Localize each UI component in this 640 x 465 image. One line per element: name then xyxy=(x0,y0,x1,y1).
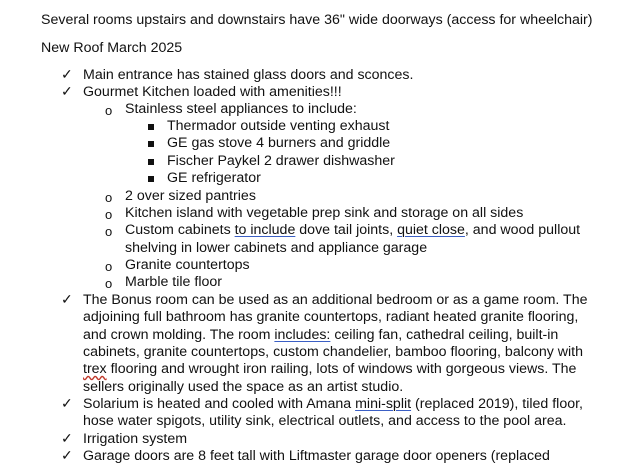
sub-sublist-item: GE refrigerator xyxy=(167,170,261,186)
spelling-flagged-text: trex xyxy=(83,361,107,377)
circle-bullet-icon: o xyxy=(105,276,113,291)
sub-sublist-item: GE gas stove 4 burners and griddle xyxy=(167,135,391,151)
intro-roof: New Roof March 2025 xyxy=(41,40,183,56)
list-item-bonus-line3 xyxy=(83,327,558,344)
intro-doorways: Several rooms upstairs and downstairs have 36" wide doorways (access for wheelchair) xyxy=(41,12,593,28)
circle-bullet-icon: o xyxy=(105,224,113,239)
circle-bullet-icon: o xyxy=(105,103,113,118)
text-run: flooring and wrought iron railing, lots of windows with gorgeous views. The xyxy=(106,361,577,377)
list-item-bonus: The Bonus room can be used as an additional bedroom or as a game room. The xyxy=(83,292,588,308)
circle-bullet-icon: o xyxy=(105,259,113,274)
square-bullet-icon xyxy=(148,141,154,147)
sublist-item-pantries: 2 over sized pantries xyxy=(125,188,256,204)
text-run: and crown molding. The room xyxy=(83,327,275,343)
checkmark-icon: ✓ xyxy=(61,291,73,307)
text-run: , and wood pullout xyxy=(464,222,581,238)
sub-sublist-item: Fischer Paykel 2 drawer dishwasher xyxy=(167,153,395,169)
checkmark-icon: ✓ xyxy=(61,395,73,411)
grammar-flagged-text: to include xyxy=(234,222,296,238)
list-item-bonus-line4: cabinets, granite countertops, custom chandelier, bamboo flooring, balcony with xyxy=(83,344,584,360)
sublist-item-island: Kitchen island with vegetable prep sink and storage on all sides xyxy=(125,205,524,221)
sub-sublist-item: Thermador outside venting exhaust xyxy=(167,118,390,134)
list-item-irrigation: Irrigation system xyxy=(83,431,188,447)
checkmark-icon: ✓ xyxy=(61,66,73,82)
list-item-solarium xyxy=(83,396,583,413)
square-bullet-icon xyxy=(148,159,154,165)
text-run: dove tail joints, xyxy=(295,222,398,238)
checkmark-icon: ✓ xyxy=(61,83,73,99)
text-run: ceiling fan, cathedral ceiling, built-in xyxy=(330,327,559,343)
grammar-flagged-text: mini-split xyxy=(355,396,412,412)
checkmark-icon: ✓ xyxy=(61,447,73,463)
circle-bullet-icon: o xyxy=(105,190,113,205)
list-item-entrance: Main entrance has stained glass doors and sconces. xyxy=(83,67,414,83)
list-item-kitchen: Gourmet Kitchen loaded with amenities!!! xyxy=(83,84,342,100)
sublist-item-cabinets xyxy=(125,222,580,239)
checkmark-icon: ✓ xyxy=(61,430,73,446)
grammar-flagged-text: quiet close xyxy=(397,222,465,238)
square-bullet-icon xyxy=(148,176,154,182)
sublist-item-floor: Marble tile floor xyxy=(125,274,222,290)
text-run: (replaced 2019), tiled floor, xyxy=(411,396,583,412)
sublist-item-appliances: Stainless steel appliances to include: xyxy=(125,101,357,117)
grammar-flagged-text: includes: xyxy=(274,327,331,343)
square-bullet-icon xyxy=(148,124,154,130)
list-item-bonus-line6: sellers originally used the space as an artist studio. xyxy=(83,379,404,395)
list-item-bonus-line5 xyxy=(83,361,576,378)
list-item-solarium-line2: hose water spigots, utility sink, electrical outlets, and access to the pool area. xyxy=(83,413,567,429)
text-run: Solarium is heated and cooled with Amana xyxy=(83,396,356,412)
sublist-item-cabinets-continued: shelving in lower cabinets and appliance garage xyxy=(125,240,428,256)
list-item-bonus-line2: adjoining full bathroom has granite countertops, radiant heated granite flooring, xyxy=(83,309,579,325)
circle-bullet-icon: o xyxy=(105,207,113,222)
text-run: Custom cabinets xyxy=(125,222,235,238)
sublist-item-countertops: Granite countertops xyxy=(125,257,250,273)
list-item-garage: Garage doors are 8 feet tall with Liftmaster garage door openers (replaced xyxy=(83,448,550,464)
